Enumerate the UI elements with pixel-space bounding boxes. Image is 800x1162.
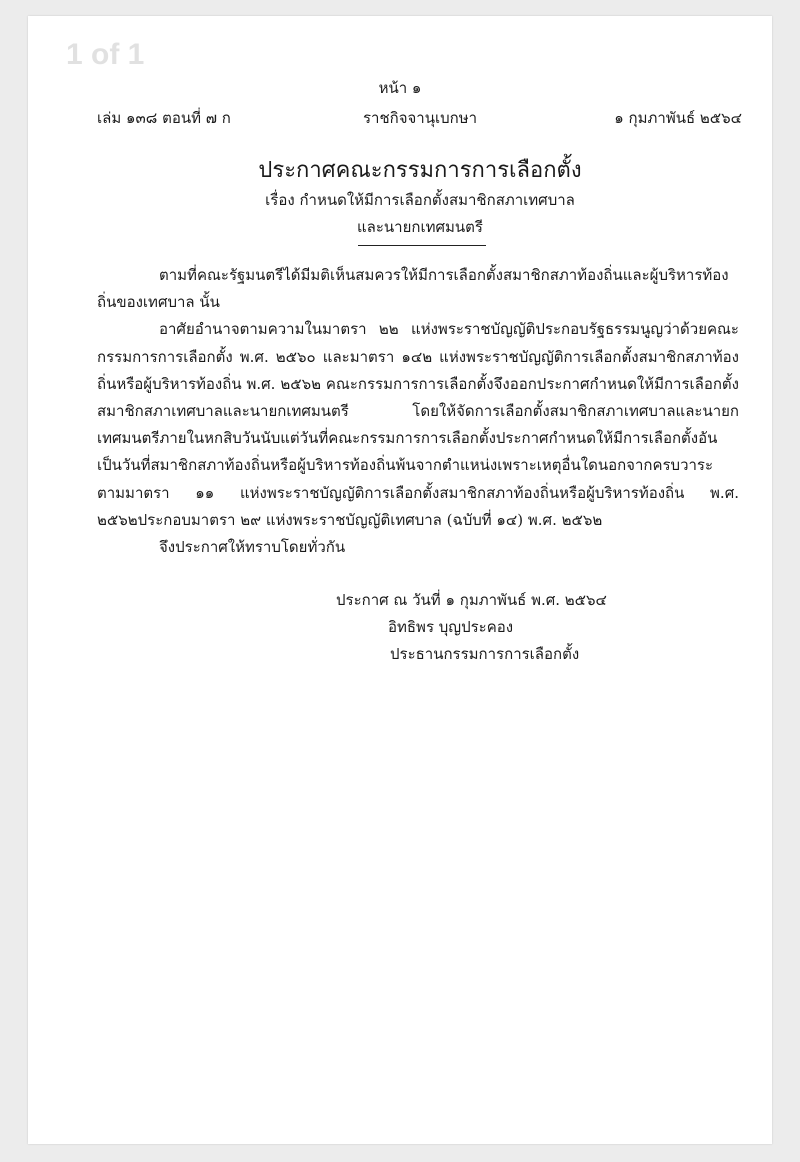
title-divider	[358, 245, 486, 246]
announcement-subject	[0, 187, 800, 241]
paragraph-preamble: ตามที่คณะรัฐมนตรีได้มีมติเห็นสมควรให้มีการเลือกตั้งสมาชิกสภาท้องถิ่นและผู้บริหารท้องถิ่นของเทศบาล นั้น	[97, 266, 729, 312]
announcement-title: ประกาศคณะกรรมการการเลือกตั้ง	[258, 158, 582, 183]
paragraph-closing: จึงประกาศให้ทราบโดยทั่วกัน	[159, 538, 346, 557]
gazette-date: ๑ กุมภาพันธ์ ๒๕๖๔	[614, 109, 742, 127]
signatory-position: ประธานกรรมการการเลือกตั้ง	[390, 645, 580, 663]
gazette-name: ราชกิจจานุเบกษา	[362, 109, 478, 127]
announcement-body	[97, 262, 739, 561]
subject-line-2: และนายกเทศมนตรี	[357, 218, 483, 236]
gazette-volume: เล่ม ๑๓๘ ตอนที่ ๗ ก	[97, 109, 231, 127]
signatory-name: อิทธิพร บุญประคอง	[388, 618, 514, 636]
signature-block	[336, 587, 607, 668]
signature-date: ประกาศ ณ วันที่ ๑ กุมภาพันธ์ พ.ศ. ๒๕๖๔	[336, 591, 607, 609]
page-indicator: 1 of 1	[66, 38, 145, 71]
gazette-page-number: หน้า ๑	[378, 79, 422, 97]
paragraph-authority: อาศัยอำนาจตามความในมาตรา ๒๒ แห่งพระราชบัญญัติประกอบรัฐธรรมนูญว่าด้วยคณะกรรมการการเลือกตั้ง พ.ศ. ๒๕๖๐ และมาตรา ๑๔๒ แห่งพระราชบัญญัติการเลือกตั้งสมาชิกสภาท้องถิ่นหรือผู้บริหารท้องถิ่น พ.ศ. ๒๕๖๒ คณะกรรมการการเลือกตั้งจึงออกประกาศกำหนดให้มีการเลือกตั้งสมาชิกสภาเทศบาลและนายกเทศมนตรี โดยให้จัดการเลือกตั้งสมาชิกสภาเทศบาลและนายกเทศมนตรีภายในหกสิบวันนับแต่วันที่คณะกรรมการการเลือกตั้งประกาศกำหนดให้มีการเลือกตั้งอันเป็นวันที่สมาชิกสภาท้องถิ่นหรือผู้บริหารท้องถิ่นพ้นจากตำแหน่งเพราะเหตุอื่นใดนอกจากครบวาระตามมาตรา ๑๑ แห่งพระราชบัญญัติการเลือกตั้งสมาชิกสภาท้องถิ่นหรือผู้บริหารท้องถิ่น พ.ศ. ๒๕๖๒ประกอบมาตรา ๒๙ แห่งพระราชบัญญัติเทศบาล (ฉบับที่ ๑๔) พ.ศ. ๒๕๖๒	[97, 320, 739, 529]
subject-line-1: เรื่อง กำหนดให้มีการเลือกตั้งสมาชิกสภาเทศบาล	[265, 191, 575, 209]
